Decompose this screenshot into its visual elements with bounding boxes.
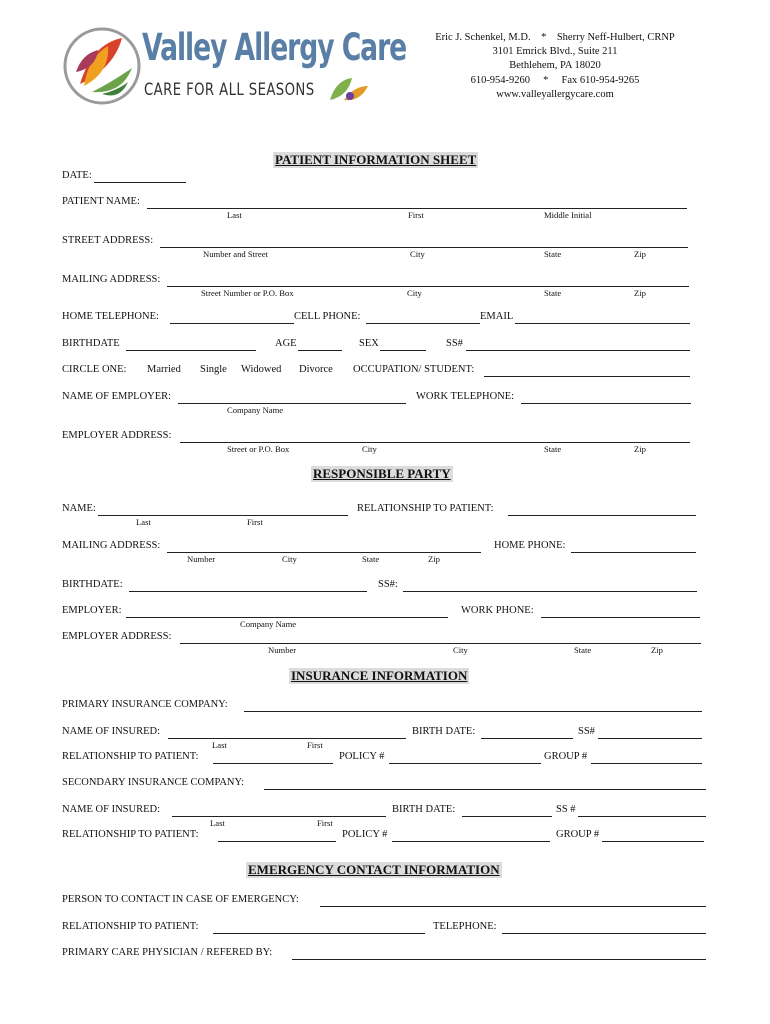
employer-address-label: EMPLOYER ADDRESS: [62, 430, 172, 441]
secondary-ss-field[interactable] [578, 816, 706, 817]
mailing-address-label: MAILING ADDRESS: [62, 274, 161, 285]
secondary-ss-label: SS # [556, 804, 576, 815]
primary-insured-field[interactable] [168, 738, 406, 739]
employer-zip-hint: Zip [634, 444, 646, 454]
rp-number-hint: Number [187, 554, 216, 564]
rp-emp-state-hint: State [574, 645, 592, 655]
clinic-address1: 3101 Emrick Blvd., Suite 211 [492, 46, 618, 58]
employer-label: NAME OF EMPLOYER: [62, 391, 172, 402]
date-field[interactable] [94, 182, 186, 183]
patient-name-field[interactable] [147, 208, 687, 209]
secondary-insurance-field[interactable] [264, 789, 706, 790]
home-telephone-label: HOME TELEPHONE: [62, 311, 159, 322]
secondary-policy-label: POLICY # [342, 829, 388, 840]
primary-insurance-label: PRIMARY INSURANCE COMPANY: [62, 699, 228, 710]
employer-city-hint: City [362, 444, 377, 454]
rp-zip-hint: Zip [428, 554, 440, 564]
occupation-label: OCCUPATION/ STUDENT: [353, 364, 475, 375]
mailing-state-hint: State [544, 288, 562, 298]
widowed-option[interactable]: Widowed [241, 364, 282, 375]
street-hint: Number and Street [203, 249, 268, 259]
primary-relationship-field[interactable] [213, 763, 333, 764]
secondary-last-hint: Last [210, 818, 225, 828]
emergency-relationship-label: RELATIONSHIP TO PATIENT: [62, 921, 199, 932]
rp-city-hint: City [282, 554, 297, 564]
secondary-first-hint: First [317, 818, 333, 828]
age-label: AGE [275, 338, 297, 349]
rp-employer-field[interactable] [126, 617, 448, 618]
cell-phone-field[interactable] [366, 323, 480, 324]
secondary-relationship-label: RELATIONSHIP TO PATIENT: [62, 829, 199, 840]
logo-tagline: CARE FOR ALL SEASONS [144, 80, 315, 100]
ss-field[interactable] [466, 350, 690, 351]
logo-name: Valley Allergy Care [142, 26, 407, 69]
secondary-group-field[interactable] [602, 841, 704, 842]
patient-name-last-hint: Last [227, 210, 242, 220]
rp-ss-field[interactable] [403, 591, 697, 592]
primary-ss-label: SS# [578, 726, 595, 737]
secondary-insured-label: NAME OF INSURED: [62, 804, 161, 815]
emergency-section-title: EMERGENCY CONTACT INFORMATION [248, 862, 500, 877]
rp-home-phone-field[interactable] [571, 552, 696, 553]
patient-name-mi-hint: Middle Initial [544, 210, 592, 220]
rp-emp-number-hint: Number [268, 645, 297, 655]
clinic-address2: Bethlehem, PA 18020 [509, 60, 601, 72]
street-city-hint: City [410, 249, 425, 259]
rp-employer-address-field[interactable] [180, 643, 701, 644]
rp-name-label: NAME: [62, 503, 96, 514]
patient-section-title: PATIENT INFORMATION SHEET [275, 152, 477, 167]
rp-state-hint: State [362, 554, 380, 564]
primary-birth-field[interactable] [481, 738, 573, 739]
rp-mailing-field[interactable] [167, 552, 481, 553]
primary-insured-label: NAME OF INSURED: [62, 726, 161, 737]
emergency-telephone-label: TELEPHONE: [433, 921, 497, 932]
responsible-section-title: RESPONSIBLE PARTY [313, 466, 451, 481]
primary-insurance-field[interactable] [244, 711, 702, 712]
street-zip-hint: Zip [634, 249, 646, 259]
emergency-contact-label: PERSON TO CONTACT IN CASE OF EMERGENCY: [62, 894, 299, 905]
leaf-logo-icon [62, 24, 142, 108]
work-telephone-label: WORK TELEPHONE: [416, 391, 515, 402]
primary-ss-field[interactable] [598, 738, 702, 739]
rp-birthdate-label: BIRTHDATE: [62, 579, 123, 590]
rp-home-phone-label: HOME PHONE: [494, 540, 566, 551]
mailing-hint: Street Number or P.O. Box [201, 288, 294, 298]
rp-birthdate-field[interactable] [129, 591, 367, 592]
secondary-insurance-label: SECONDARY INSURANCE COMPANY: [62, 777, 245, 788]
rp-work-phone-field[interactable] [541, 617, 700, 618]
secondary-insured-field[interactable] [172, 816, 386, 817]
rp-emp-zip-hint: Zip [651, 645, 663, 655]
physician-label: PRIMARY CARE PHYSICIAN / REFERED BY: [62, 947, 273, 958]
street-state-hint: State [544, 249, 562, 259]
sex-label: SEX [359, 338, 379, 349]
rp-company-hint: Company Name [240, 619, 297, 629]
age-field[interactable] [298, 350, 342, 351]
sex-field[interactable] [380, 350, 426, 351]
mailing-zip-hint: Zip [634, 288, 646, 298]
employer-address-field[interactable] [180, 442, 690, 443]
rp-work-phone-label: WORK PHONE: [461, 605, 534, 616]
employer-field[interactable] [178, 403, 406, 404]
logo [62, 24, 407, 110]
patient-name-first-hint: First [408, 210, 424, 220]
clinic-phone: 610-954-9260 * Fax 610-954-9265 [470, 74, 640, 86]
birthdate-field[interactable] [126, 350, 256, 351]
rp-mailing-label: MAILING ADDRESS: [62, 540, 161, 551]
physician-field[interactable] [292, 959, 706, 960]
single-option[interactable]: Single [200, 364, 227, 375]
ss-label: SS# [446, 338, 463, 349]
clinic-doctors: Eric J. Schenkel, M.D. * Sherry Neff-Hulbert, CRNP [435, 32, 675, 43]
mailing-address-field[interactable] [167, 286, 689, 287]
leaf-accent-icon [326, 74, 370, 104]
emergency-relationship-field[interactable] [213, 933, 425, 934]
secondary-policy-field[interactable] [392, 841, 550, 842]
primary-policy-field[interactable] [389, 763, 541, 764]
clinic-info [400, 31, 710, 102]
primary-policy-label: POLICY # [339, 751, 385, 762]
email-field[interactable] [515, 323, 690, 324]
email-label: EMAIL [480, 311, 514, 322]
emergency-telephone-field[interactable] [502, 933, 706, 934]
secondary-birth-label: BIRTH DATE: [392, 804, 456, 815]
employer-company-hint: Company Name [227, 405, 284, 415]
secondary-relationship-field[interactable] [218, 841, 336, 842]
birthdate-label: BIRTHDATE [62, 338, 120, 349]
rp-employer-label: EMPLOYER: [62, 605, 122, 616]
date-label: DATE: [62, 170, 92, 181]
emergency-contact-field[interactable] [320, 906, 706, 907]
employer-state-hint: State [544, 444, 562, 454]
employer-address-hint: Street or P.O. Box [227, 444, 290, 454]
rp-first-hint: First [247, 517, 263, 527]
mailing-city-hint: City [407, 288, 422, 298]
primary-relationship-label: RELATIONSHIP TO PATIENT: [62, 751, 199, 762]
rp-relationship-label: RELATIONSHIP TO PATIENT: [357, 503, 494, 514]
rp-employer-address-label: EMPLOYER ADDRESS: [62, 631, 172, 642]
primary-last-hint: Last [212, 740, 227, 750]
primary-first-hint: First [307, 740, 323, 750]
street-address-field[interactable] [160, 247, 688, 248]
home-telephone-field[interactable] [170, 323, 294, 324]
secondary-birth-field[interactable] [462, 816, 552, 817]
married-option[interactable]: Married [147, 364, 181, 375]
insurance-section-title: INSURANCE INFORMATION [291, 668, 468, 683]
street-address-label: STREET ADDRESS: [62, 235, 154, 246]
rp-ss-label: SS#: [378, 579, 398, 590]
rp-name-field[interactable] [98, 515, 348, 516]
divorce-option[interactable]: Divorce [299, 364, 333, 375]
rp-relationship-field[interactable] [508, 515, 696, 516]
work-telephone-field[interactable] [521, 403, 691, 404]
cell-phone-label: CELL PHONE: [294, 311, 361, 322]
rp-emp-city-hint: City [453, 645, 468, 655]
primary-group-label: GROUP # [544, 751, 588, 762]
occupation-field[interactable] [484, 376, 690, 377]
secondary-group-label: GROUP # [556, 829, 600, 840]
circle-one-label: CIRCLE ONE: [62, 364, 127, 375]
clinic-website: www.valleyallergycare.com [496, 88, 614, 100]
patient-name-label: PATIENT NAME: [62, 196, 140, 207]
primary-birth-label: BIRTH DATE: [412, 726, 476, 737]
primary-group-field[interactable] [591, 763, 702, 764]
rp-last-hint: Last [136, 517, 151, 527]
